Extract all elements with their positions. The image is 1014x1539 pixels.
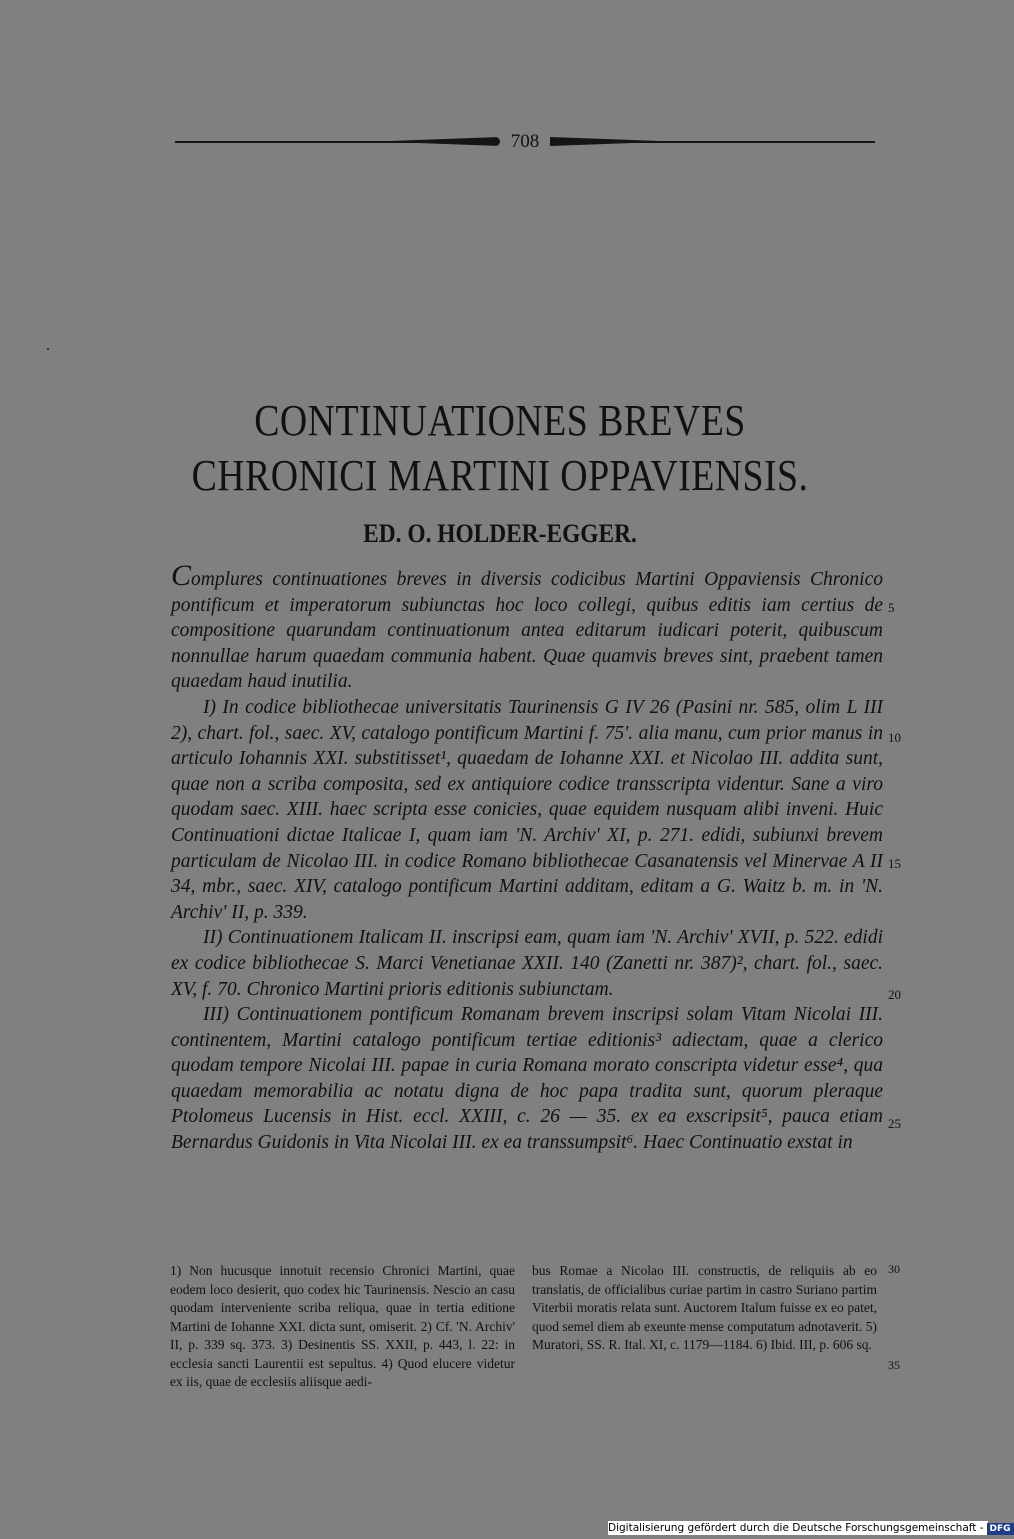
digitization-footer <box>608 1521 1011 1535</box>
line-number: 10 <box>888 730 901 745</box>
header-ornament-right <box>550 137 660 146</box>
line-number: 35 <box>888 1358 900 1372</box>
body-text <box>171 559 883 1156</box>
dfg-logo: DFG <box>987 1523 1014 1535</box>
initial-letter: C <box>171 559 192 592</box>
paragraph-i: I) In codice bibliothecae universitatis Taurinensis G IV 26 (Pasini nr. 585, olim L III 2), chart. fol., saec. XV, catalogo pontificum Martini f. 75'. alia manu, cum prior manus in articulo Iohannis XXI. substitisset¹, quaedam de Iohanne XXI. et Nicolao III. addita sunt, quae non a scriba composita, sed ex antiquiore codice transscripta videntur. Sane a viro quodam saec. XIII. haec scripta esse conicies, quae equidem nusquam alibi inveni. Huic Continuationi dictae Italicae I, quam iam 'N. Archiv' XI, p. 271. edidi, subiunxi brevem particulam de Nicolao III. in codice Romano bibliothecae Casanatensis vel Minervae A II 34, mbr., saec. XIV, catalogo pontificum Martini additam, editam a G. Waitz b. m. in 'N. Archiv' II, p. 339. <box>171 696 883 923</box>
speck <box>47 348 49 350</box>
line-number: 15 <box>888 856 901 871</box>
line-number: 20 <box>888 987 901 1002</box>
header-ornament-left <box>390 137 500 146</box>
line-number: 25 <box>888 1116 901 1131</box>
paragraph-intro <box>171 559 883 695</box>
paragraph-iii: III) Continuationem pontificum Romanam brevem inscripsi solam Vitam Nicolai III. continentem, Martini catalogo pontificum tertiae editionis³ adiectam, quae a clerico quodam tempore Nicolai III. papae in curia Romana morato conscripta videtur esse⁴, qua quaedam memorabilia ac notatu digna de hoc papa tradita sunt, quorum pleraque Ptolomeus Lucensis in Hist. eccl. XXIII, c. 26 — 35. ex ea exscripsit⁵, pauca etiam Bernardus Guidonis in Vita Nicolai III. ex ea transsumpsit⁶. Haec Continuatio exstat in <box>171 1004 883 1154</box>
footer-text: Digitalisierung gefördert durch die Deutsche Forschungsgemeinschaft - <box>608 1522 984 1534</box>
title-line-2: CHRONICI MARTINI OPPAVIENSIS. <box>191 451 809 500</box>
paragraph-intro-text: omplures continuationes breves in diversis codicibus Martini Oppaviensis Chronico pontificum et imperatorum subiunctas hoc loco collegi, quibus editis iam certius de compositione quarundam continuationum antea editarum iudicari poterit, quibuscum nonnullae harum quaedam communia habent. Quae quamvis breves sint, praebent tamen quaedam haud inutilia. <box>171 569 883 693</box>
line-number: 5 <box>888 600 895 615</box>
footnotes-left-column: 1) Non hucusque innotuit recensio Chronici Martini, quae eodem loco desierit, quo codex hic Taurinensis. Nescio an casu quodam interveniente scriba reliqua, quae in tertia editione Martini de Iohanne XXI. dicta sunt, omiserit. 2) Cf. 'N. Archiv' II, p. 339 sq. 373. 3) Desinentis SS. XXII, p. 443, l. 22: in ecclesia sancti Laurentii est sepultus. 4) Quod elucere videtur ex iis, quae de ecclesiis aliisque aedi- <box>170 1263 515 1389</box>
page-number: 708 <box>500 130 550 154</box>
editor-line: ED. O. HOLDER-EGGER. <box>363 519 637 548</box>
paragraph-ii: II) Continuationem Italicam II. inscripsi eam, quam iam 'N. Archiv' XVII, p. 522. edidi ex codice bibliothecae S. Marci Venetianae XXII. 140 (Zanetti nr. 387)², chart. fol., saec. XV, f. 70. Chronico Martini prioris editionis subiunctam. <box>171 927 883 1000</box>
title-line-1: CONTINUATIONES BREVES <box>254 396 746 445</box>
page-header <box>175 130 875 154</box>
line-number: 30 <box>888 1262 900 1276</box>
footnotes-right-column: bus Romae a Nicolao III. constructis, de reliquiis ab eo translatis, de officialibus curiae partim in castro Suriano partim Viterbii moratis relata sunt. Auctorem Italum fuisse ex eo patet, quod semel diem ab exeunte mense computatum adnotaverit. 5) Muratori, SS. R. Ital. XI, c. 1179—1184. 6) Ibid. III, p. 606 sq. <box>532 1263 877 1352</box>
